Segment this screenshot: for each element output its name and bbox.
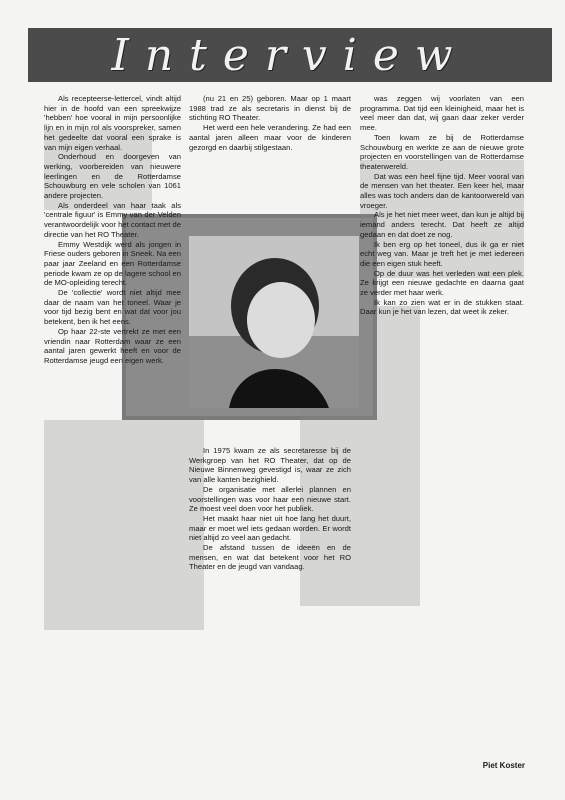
paragraph: De afstand tussen de ideeën en de mensen, en wat dat betekent voor het RO Theater en de jeugd van vandaag. xyxy=(189,543,351,572)
paragraph: Dat was een heel fijne tijd. Meer vooral van de mensen van het theater. Een keer hel, maar alles was toch anders dan de kantoorwereld van vroeger. xyxy=(360,171,524,210)
paragraph: (nu 21 en 25) geboren. Maar op 1 maart 1988 trad ze als secretaris in dienst bij de stichting RO Theater. xyxy=(189,94,351,123)
paragraph: Toen kwam ze bij de Rotterdamse Schouwburg en werkte ze aan de nieuwe grote projecten en voorstellingen van de Rotterdamse theaterwereld. xyxy=(360,132,524,171)
paragraph: Het werd een hele verandering. Ze had een aantal jaren alleen maar voor de kinderen gezorgd en daarbij stilgestaan. xyxy=(189,123,351,152)
paragraph: Op de duur was het verleden wat een plek. Ze krijgt een nieuwe gedachte en daarna gaat ze verder met haar werk. xyxy=(360,268,524,298)
overlay-shape-3 xyxy=(44,420,204,630)
banner-title: Interview xyxy=(111,29,469,81)
column-2 xyxy=(189,94,351,152)
title-banner xyxy=(28,28,552,82)
paragraph: Ik ben erg op het toneel, dus ik ga er niet echt weg van. Maar je treft het je met iedereen die een eigen stuk heeft. xyxy=(360,239,524,268)
paragraph: In 1975 kwam ze als secretaresse bij de Werkgroep van het RO Theater, dat op de Nieuwe Binnenweg gevestigd is, waar ze zich van alle kanten bezighield. xyxy=(189,446,351,485)
paragraph: Het maakt haar niet uit hoe lang het duurt, maar er moet wel iets gedaan worden. Er wordt niet altijd zo veel aan gedacht. xyxy=(189,513,351,543)
paragraph: Als onderdeel van haar taak als 'centrale figuur' is Emmy van der Velden verantwoordelijk voor het contact met de directie van het RO Theater. xyxy=(44,200,181,239)
paragraph: De organisatie met allerlei plannen en voorstellingen was voor haar een nieuwe start. Ze moest veel doen voor het publiek. xyxy=(189,484,351,514)
paragraph: Emmy Westdijk werd als jongen in Friese ouders geboren in Sneek. Na een paar jaar Zeeland en een Rotterdamse periode kwam ze op de lagere school en de MO-opleiding terecht. xyxy=(44,239,181,288)
paragraph: was zeggen wij voorlaten van een programma. Dat tijd een kleinigheid, maar het is veel meer dan dat, wij gaan daar zeker verder mee. xyxy=(360,94,524,133)
column-3 xyxy=(360,94,524,317)
paragraph: Op haar 22-ste vertrekt ze met een vriendin naar Rotterdam waar ze een aantal jaren gewerkt heeft en voor de Rotterdamse jeugd een eigen werk. xyxy=(44,326,181,365)
paragraph: Als je het niet meer weet, dan kun je altijd bij iemand anders terecht. Dat heeft ze altijd gedaan en dat doet ze nog. xyxy=(360,210,524,239)
paragraph: De 'collectie' wordt niet altijd mee daar de naam van het toneel. Waar je voor tijd bezig bent en wat dat voor jou betekent, ben ik het eens. xyxy=(44,288,181,327)
paragraph: Als recepteerse-lettercel, vindt altijd hier in de hoofd van een spreekwijze 'hebben' hoe vooral in mijn persoonlijke lijn en in mijn rol als voorspreker, samen het gedeelte dat vooral een sprake is van mijn eigen verhaal. xyxy=(44,94,181,152)
column-1 xyxy=(44,94,181,366)
paragraph: Ik kan zo zien wat er in de stukken staat. Daar kun je het van lezen, dat weet ik zeker. xyxy=(360,297,524,317)
author-name: Piet Koster xyxy=(482,761,525,770)
portrait-photo xyxy=(189,236,359,408)
column-2-lower xyxy=(189,446,351,572)
paragraph: Onderhoud en doorgeven van werking, voorbereiden van nieuwere leerlingen en de Rotterdamse Schouwburg en vele scholen van 1061 andere projecten. xyxy=(44,152,181,201)
